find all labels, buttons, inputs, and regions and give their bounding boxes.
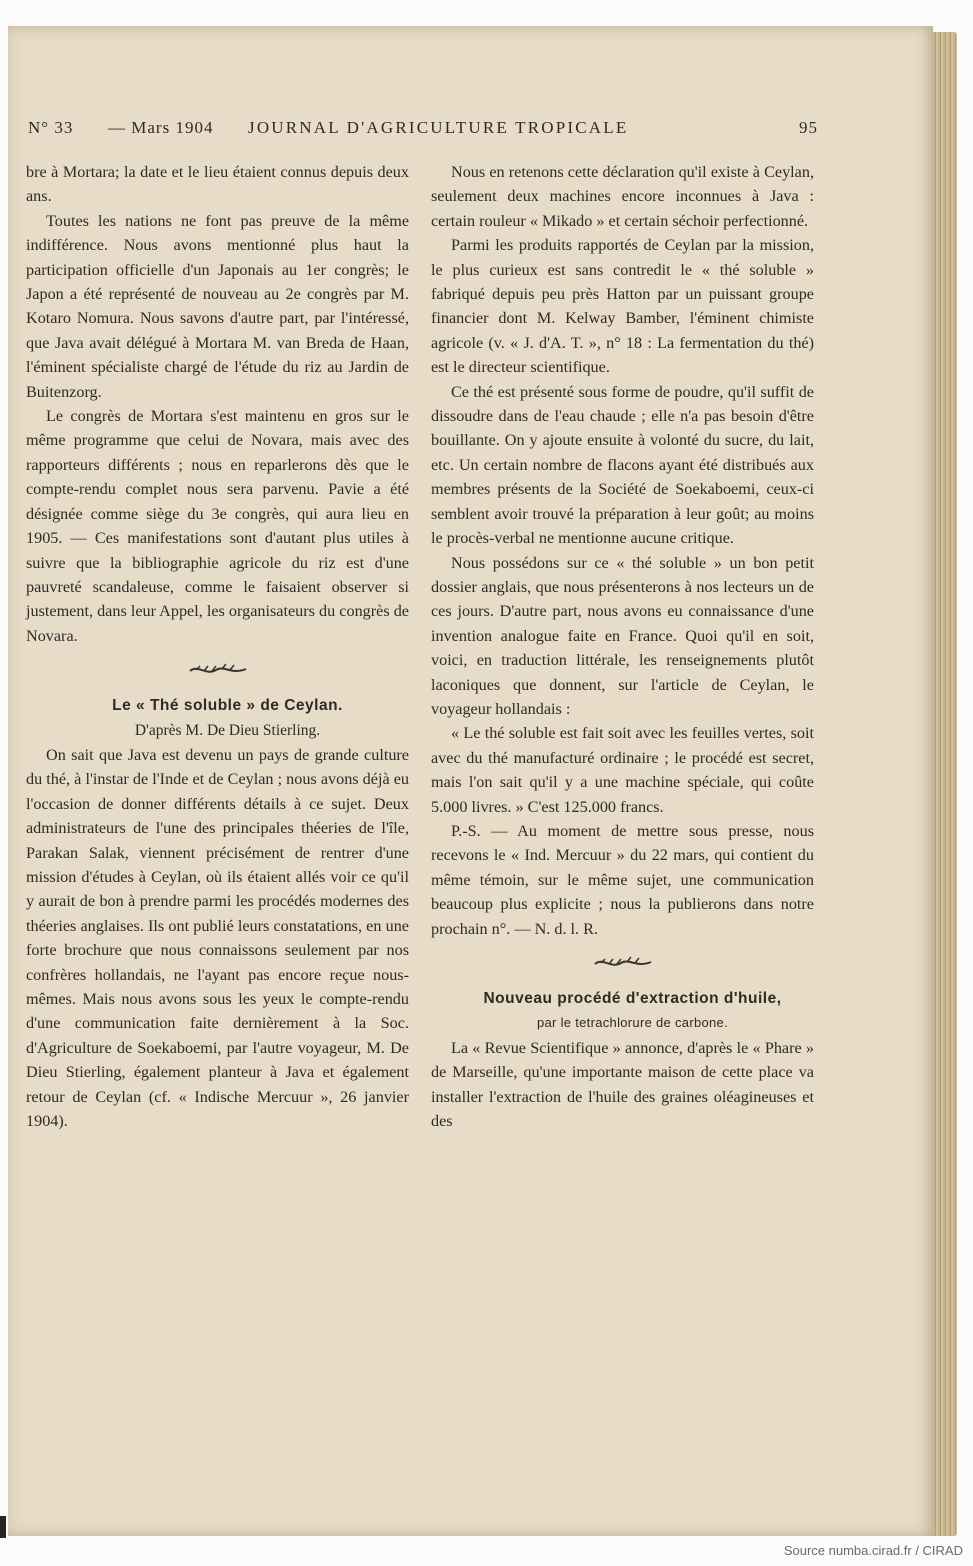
issue-date: — Mars 1904 — [108, 118, 214, 137]
article-byline: D'après M. De Dieu Stierling. — [134, 721, 321, 739]
source-credit: Source numba.cirad.fr / CIRAD — [783, 1543, 963, 1558]
article-title: Le « Thé soluble » de Ceylan. — [112, 697, 343, 715]
paragraph: bre à Mortara; la date et le lieu étaient connus depuis deux ans. — [26, 163, 409, 206]
paragraph: « Le thé soluble est fait soit avec les feuilles vertes, soit avec du thé manufacturé ordinaire ; le procédé est secret, mais l'on sait qu'il y a une machine spéciale, qui coûte 5.000 livres. » C'est 125.000 francs. — [431, 724, 814, 816]
paragraph: Ce thé est présenté sous forme de poudre, qu'il suffit de dissoudre dans de l'eau chaude ; elle n'a pas besoin d'être bouillante. On y ajoute ensuite à volonté du sucre, du lait, etc. Un certain nombre de flacons ayant été distribués aux membres présents de la Société de Soekaboemi, ceux-ci semblent avoir trouvé la préparation à leur goût; au moins le procès-verbal ne mentionne aucune critique. — [431, 382, 814, 548]
paragraph: P.-S. — Au moment de mettre sous presse, nous recevons le « Ind. Mercuur » du 22 mars, qui contient du même témoin, sur le même sujet, une communication beaucoup plus explicite ; nous la publierons dans notre prochain n°. — N. d. l. R. — [431, 821, 814, 938]
ornament-divider-icon — [188, 662, 248, 678]
paragraph: Nous en retenons cette déclaration qu'il existe à Ceylan, seulement deux machines encore inconnues à Java : certain rouleur « Mikado » et certain séchoir perfectionné. — [431, 163, 814, 230]
paragraph: Toutes les nations ne font pas preuve de la même indifférence. Nous avons mentionné plus haut la participation officielle d'un Japonais au 1er congrès; le Japon a été représenté de nouveau au 2e congrès par M. Kotaro Nomura. Nous savons d'autre part, par l'intéressé, que Java avait délégué à Mortara M. van Breda de Haan, l'éminent spécialiste chargé de l'étude du riz au Jardin de Buitenzorg. — [26, 211, 409, 401]
right-column — [431, 160, 814, 1133]
journal-title: JOURNAL D'AGRICULTURE TROPICALE — [248, 118, 629, 137]
page-edges — [933, 32, 957, 1536]
paragraph: La « Revue Scientifique » annonce, d'après le « Phare » de Marseille, qu'une importante maison de cette place va installer l'extraction de l'huile des graines oléagineuses et des — [431, 1038, 814, 1131]
article-title: Nouveau procédé d'extraction d'huile, — [483, 990, 782, 1007]
article-subtitle: par le tetrachlorure de carbone. — [537, 1015, 728, 1031]
issue-number: N° 33 — [28, 118, 74, 137]
paragraph: Parmi les produits rapportés de Ceylan par la mission, le plus curieux est sans contredit le « thé soluble » fabriqué depuis peu près Hatton par un puissant groupe financier dont M. Kelway Bamber, l'éminent chimiste agricole (v. « J. d'A. T. », n° 18 : La fermentation du thé) est le directeur scientifique. — [431, 236, 814, 377]
paragraph: On sait que Java est devenu un pays de grande culture du thé, à l'instar de l'Inde et de Ceylan ; nous avons déjà eu l'occasion de donner différents détails à ce sujet. Deux administrateurs de l'une des principales théeries de l'île, Parakan Salak, viennent précisément de rentrer d'une mission d'études à Ceylan, où ils étaient allés voir ce qu'il y aurait de bon à prendre parmi les procédés modernes des théeries anglaises. Ils ont publié leurs constatations, en une forte brochure que nous connaissons seulement par nos confrères hollandais, ne l'ayant pas encore reçue nous-mêmes. Mais nous avons sous les yeux le compte-rendu d'une communication faite dernièrement à la Soc. d'Agriculture de Soekaboemi, par l'autre voyageur, M. De Dieu Stierling, également planteur à Java et également retour de Ceylan (cf. « Indische Mercuur », 26 janvier 1904). — [26, 745, 409, 1131]
running-header — [28, 118, 818, 146]
paragraph: Nous possédons sur ce « thé soluble » un bon petit dossier anglais, que nous présenterons à nos lecteurs un de ces jours. D'autre part, nous avons eu connaissance d'une invention analogue faite en France. Quoi qu'il en soit, voici, en traduction littérale, les renseignements plutôt laconiques que donnent, sur l'article de Ceylan, le voyageur hollandais : — [431, 553, 814, 718]
paragraph: Le congrès de Mortara s'est maintenu en gros sur le même programme que celui de Novara, mais avec des rapporteurs différents ; nous en reparlerons dès que le compte-rendu complet nous sera parvenu. Pavie a été désignée comme siège du 3e congrès, qui aura lieu en 1905. — Ces manifestations sont d'autant plus utiles à suivre que la bibliographie agricole du riz est d'une pauvreté scandaleuse, comme le faisaient observer si justement, dans leur Appel, les organisateurs du congrès de Novara. — [26, 407, 409, 645]
ornament-divider-icon — [593, 955, 653, 971]
binding-mark — [0, 1516, 6, 1538]
left-column — [26, 160, 409, 1133]
page-number: 95 — [799, 118, 818, 137]
